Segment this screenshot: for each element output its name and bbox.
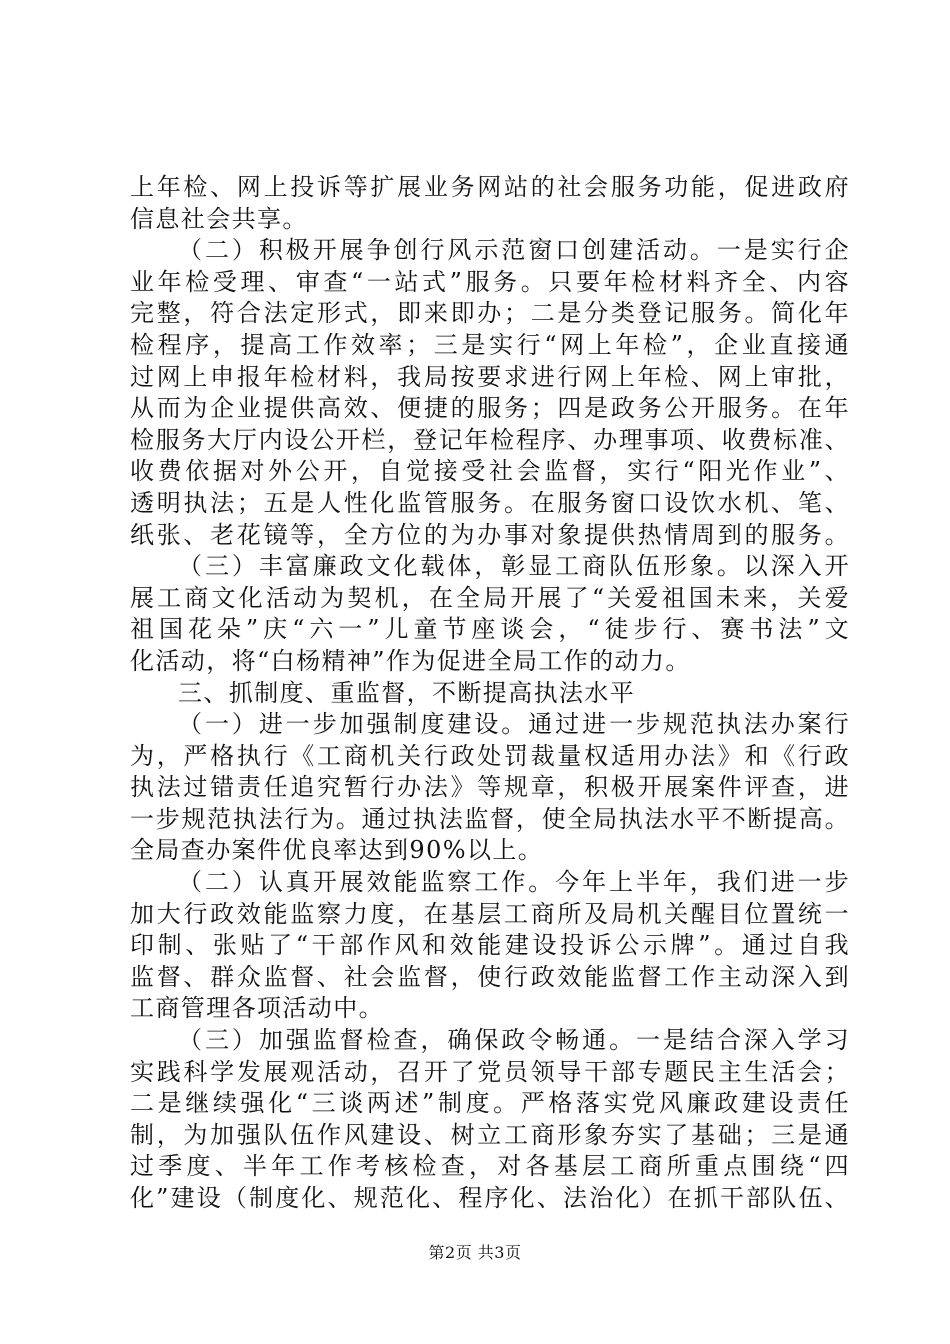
text-line: 印制、张贴了“干部作风和效能建设投诉公示牌”。通过自我	[130, 931, 850, 960]
text-line: 三、抓制度、重监督，不断提高执法水平	[178, 678, 636, 707]
document-body	[130, 172, 850, 1215]
text-line: 制，为加强队伍作风建设、树立工商形象夯实了基础；三是通	[130, 1120, 850, 1149]
text-line: 为，严格执行《工商机关行政处罚裁量权适用办法》和《行政	[130, 741, 850, 770]
text-line: 执法过错责任追究暂行办法》等规章，积极开展案件评查，进	[130, 773, 850, 802]
text-line: （二）积极开展争创行风示范窗口创建活动。一是实行企	[178, 236, 850, 265]
text-line: （二）认真开展效能监察工作。今年上半年，我们进一步	[178, 868, 850, 897]
text-line: 化”建设（制度化、规范化、程序化、法治化）在抓干部队伍、	[130, 1184, 850, 1212]
text-line: 工商管理各项活动中。	[130, 994, 384, 1023]
text-line: 上年检、网上投诉等扩展业务网站的社会服务功能，促进政府	[130, 173, 850, 201]
text-line: 过网上申报年检材料，我局按要求进行网上年检、网上审批，	[130, 362, 850, 391]
text-line: 化活动，将“白杨精神”作为促进全局工作的动力。	[130, 646, 691, 675]
text-line: （一）进一步加强制度建设。通过进一步规范执法办案行	[178, 710, 850, 739]
text-line: 一步规范执法行为。通过执法监督，使全局执法水平不断提高。	[130, 804, 850, 833]
text-line: 过季度、半年工作考核检查，对各基层工商所重点围绕“四	[130, 1152, 850, 1181]
page-footer: 第2页 共3页	[428, 1243, 522, 1262]
text-line: 透明执法；五是人性化监管服务。在服务窗口设饮水机、笔、	[130, 488, 850, 517]
text-line: （三）丰富廉政文化载体，彰显工商队伍形象。以深入开	[178, 552, 850, 581]
text-line: 纸张、老花镜等，全方位的为办事对象提供热情周到的服务。	[130, 520, 850, 549]
text-line: 业年检受理、审查“一站式”服务。只要年检材料齐全、内容	[130, 267, 850, 296]
text-line: 展工商文化活动为契机，在全局开展了“关爱祖国未来，关爱	[130, 583, 850, 612]
text-line: 完整，符合法定形式，即来即办；二是分类登记服务。简化年	[130, 299, 850, 328]
text-line: 从而为企业提供高效、便捷的服务；四是政务公开服务。在年	[130, 394, 850, 423]
text-line: 实践科学发展观活动，召开了党员领导干部专题民主生活会；	[130, 1057, 850, 1086]
text-line: （三）加强监督检查，确保政令畅通。一是结合深入学习	[178, 1026, 850, 1055]
text-line: 检服务大厅内设公开栏，登记年检程序、办理事项、收费标准、	[130, 425, 850, 454]
text-line: 加大行政效能监察力度，在基层工商所及局机关醒目位置统一	[130, 899, 850, 928]
text-line: 监督、群众监督、社会监督，使行政效能监督工作主动深入到	[130, 962, 850, 991]
text-line: 二是继续强化“三谈两述”制度。严格落实党风廉政建设责任	[130, 1089, 850, 1118]
text-line: 祖国花朵”庆“六一”儿童节座谈会，“徒步行、赛书法”文	[130, 615, 850, 644]
text-line: 检程序，提高工作效率；三是实行“网上年检”，企业直接通	[130, 330, 850, 359]
text-line: 收费依据对外公开，自觉接受社会监督，实行“阳光作业”、	[130, 457, 850, 486]
text-line: 信息社会共享。	[130, 204, 308, 233]
text-line: 全局查办案件优良率达到90%以上。	[130, 836, 544, 865]
